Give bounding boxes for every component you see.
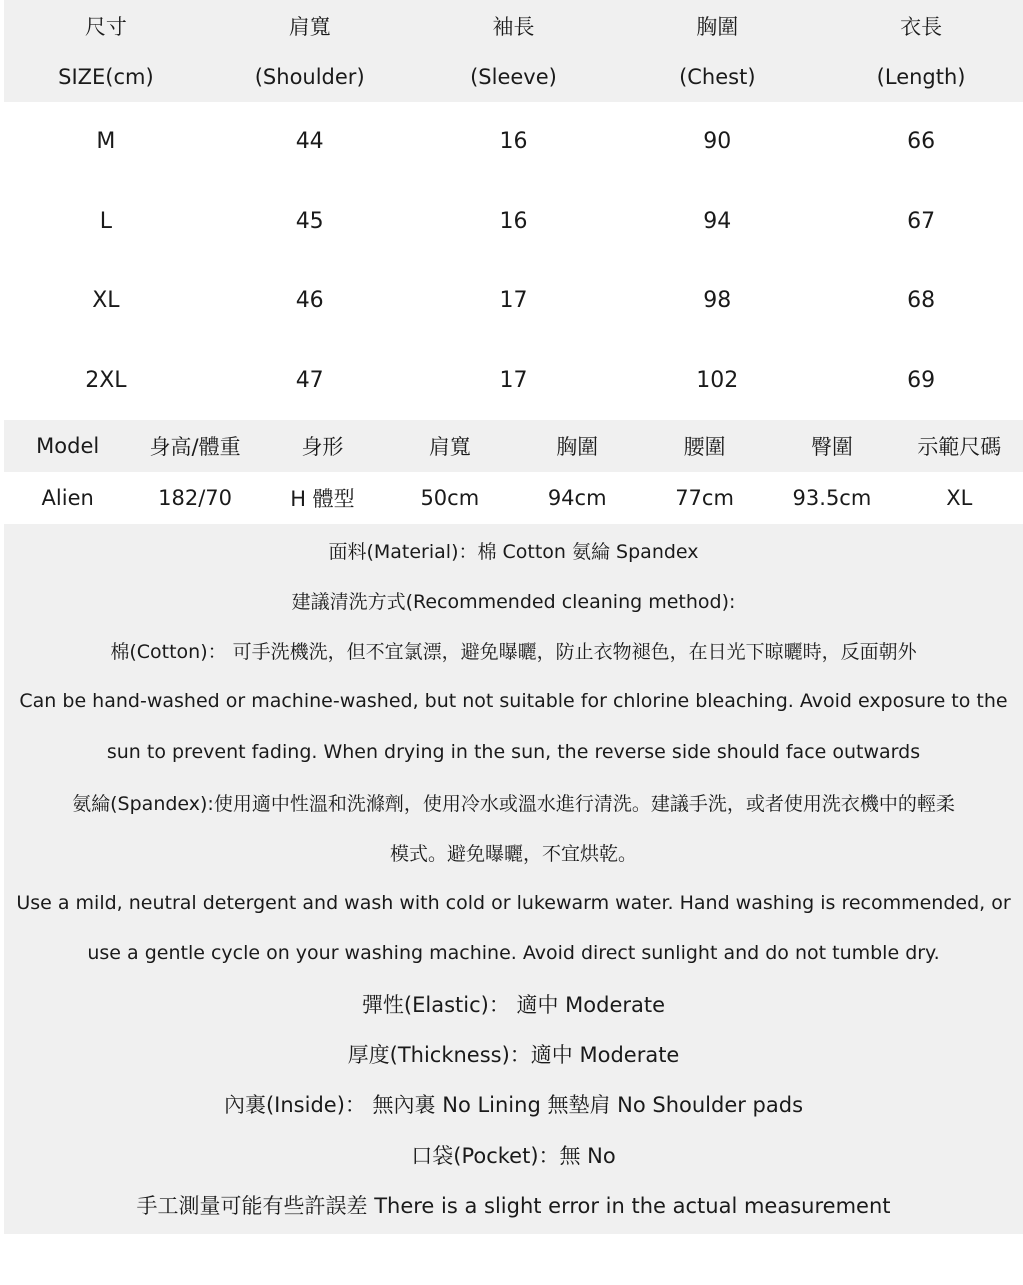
spandex-care-zh-1: 氨綸(Spandex):使用適中性溫和洗滌劑，使用冷水或溫水進行清洗。建議手洗，或者使用洗衣機中的輕柔 <box>72 792 955 815</box>
size-table-header-zh <box>4 0 1023 51</box>
thickness-line: 厚度(Thickness)：適中 Moderate <box>347 1043 680 1068</box>
product-info <box>4 524 1023 1234</box>
header-hip: 臀圍 <box>810 435 853 459</box>
header-chest-zh: 胸圍 <box>696 14 739 39</box>
table-row <box>4 341 1023 421</box>
elastic-line: 彈性(Elastic)： 適中 Moderate <box>361 992 666 1017</box>
header-sleeve-en: (Sleeve) <box>470 64 557 89</box>
size-table-header-en <box>4 51 1023 102</box>
size-table <box>4 0 1023 420</box>
header-length-zh: 衣長 <box>900 14 943 39</box>
cotton-care-en-1: Can be hand-washed or machine-washed, but not suitable for chlorine bleaching. Avoid exposure to the <box>19 690 1008 713</box>
cotton-care-zh: 棉(Cotton)： 可手洗機洗，但不宜氯漂，避免曝曬，防止衣物褪色，在日光下晾曬時，反面朝外 <box>110 641 917 664</box>
cell-waist: 77cm <box>675 486 734 510</box>
cell-shoulder: 47 <box>295 367 324 393</box>
cell-shoulder: 50cm <box>420 486 480 510</box>
header-model-size: 示範尺碼 <box>917 435 1002 459</box>
cell-height-weight: 182/70 <box>158 486 232 510</box>
measurement-note: 手工測量可能有些許誤差 There is a slight error in the actual measurement <box>136 1194 891 1219</box>
cell-chest: 94cm <box>547 486 607 510</box>
cell-size: 2XL <box>85 367 127 393</box>
header-model: Model <box>36 434 100 458</box>
header-waist: 腰圍 <box>683 435 726 459</box>
material-line: 面料(Material)：棉 Cotton 氨綸 Spandex <box>328 540 699 563</box>
header-shoulder-en: (Shoulder) <box>254 64 365 89</box>
cell-hip: 93.5cm <box>792 486 872 510</box>
cell-model-size: XL <box>946 486 973 510</box>
cell-body-type: H 體型 <box>290 487 355 511</box>
spandex-care-en-1: Use a mild, neutral detergent and wash with cold or lukewarm water. Hand washing is recommended, or <box>16 891 1011 914</box>
table-row <box>4 472 1023 524</box>
header-sleeve-zh: 袖長 <box>492 14 535 39</box>
header-height-weight: 身高/體重 <box>149 435 241 459</box>
cell-length: 69 <box>907 367 936 393</box>
cleaning-title: 建議清洗方式(Recommended cleaning method): <box>291 591 736 614</box>
spandex-care-zh-2: 模式。避免曝曬，不宜烘乾。 <box>389 843 637 866</box>
header-size-zh: 尺寸 <box>84 14 127 39</box>
cell-sleeve: 16 <box>499 208 528 234</box>
size-chart-page <box>4 0 1023 1234</box>
header-size-en: SIZE(cm) <box>58 64 154 89</box>
header-shoulder: 肩寬 <box>428 435 471 459</box>
spandex-care-en-2: use a gentle cycle on your washing machine. Avoid direct sunlight and do not tumble dry. <box>87 942 940 965</box>
cell-chest: 98 <box>703 288 732 314</box>
model-table <box>4 420 1023 524</box>
inside-line: 內裏(Inside)： 無內裏 No Lining 無墊肩 No Shoulder pads <box>223 1093 804 1118</box>
header-chest: 胸圍 <box>556 435 599 459</box>
cell-chest: 94 <box>703 208 732 234</box>
cell-length: 66 <box>907 129 936 155</box>
model-table-header <box>4 420 1023 472</box>
table-row <box>4 182 1023 262</box>
cell-shoulder: 44 <box>295 129 324 155</box>
cell-length: 67 <box>907 208 936 234</box>
cell-model-name: Alien <box>41 486 94 510</box>
header-shoulder-zh: 肩寬 <box>288 14 331 39</box>
cotton-care-en-2: sun to prevent fading. When drying in the sun, the reverse side should face outwards <box>106 740 921 763</box>
cell-shoulder: 45 <box>295 208 324 234</box>
table-row <box>4 261 1023 341</box>
table-row <box>4 102 1023 182</box>
cell-size: XL <box>92 288 120 314</box>
cell-shoulder: 46 <box>295 288 324 314</box>
cell-chest: 102 <box>696 367 739 393</box>
cell-sleeve: 16 <box>499 129 528 155</box>
header-length-en: (Length) <box>876 64 966 89</box>
cell-length: 68 <box>907 288 936 314</box>
cell-sleeve: 17 <box>499 367 528 393</box>
cell-size: M <box>96 129 116 155</box>
cell-chest: 90 <box>703 129 732 155</box>
header-body-type: 身形 <box>301 435 344 459</box>
cell-sleeve: 17 <box>499 288 528 314</box>
cell-size: L <box>99 208 113 234</box>
header-chest-en: (Chest) <box>679 64 756 89</box>
pocket-line: 口袋(Pocket)：無 No <box>411 1143 616 1168</box>
